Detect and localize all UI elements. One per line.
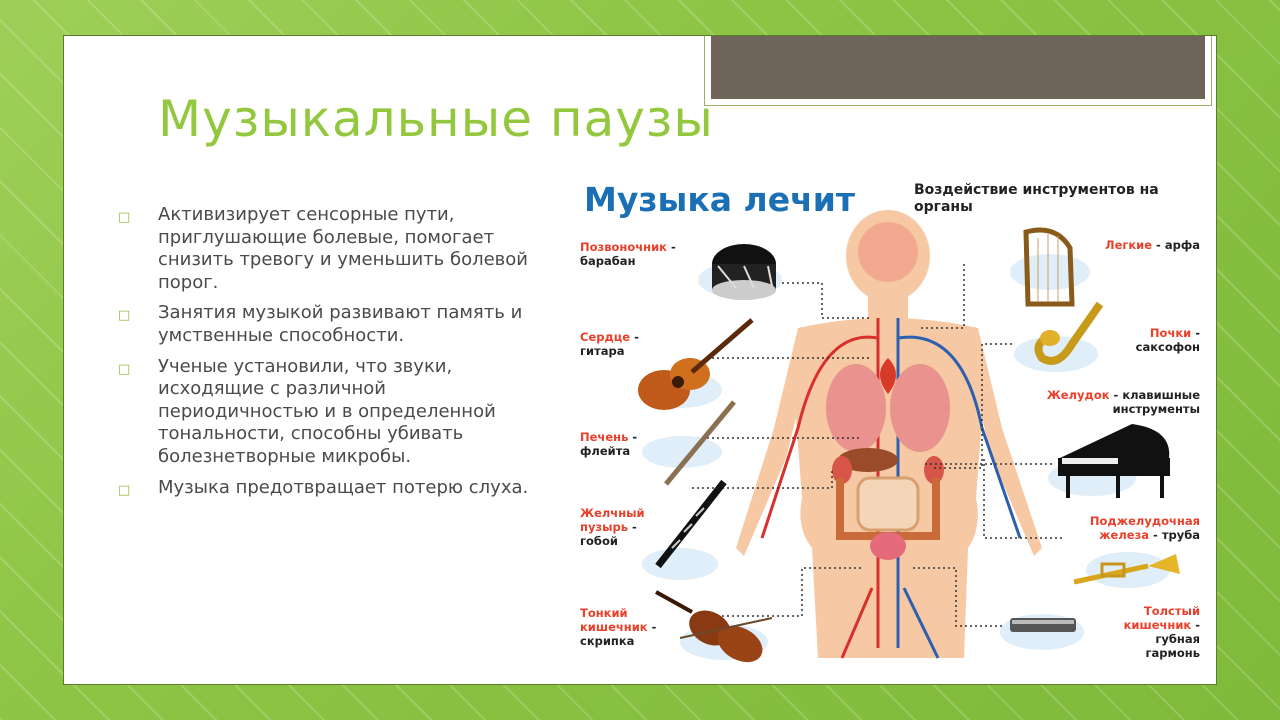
label-large-intestine <box>1102 604 1200 660</box>
body-silhouette-icon <box>736 210 1042 658</box>
organ-name: Желудок <box>1046 388 1110 402</box>
slide-title: Музыкальные паузы <box>158 90 714 148</box>
bullet-text: Активизирует сенсорные пути, приглушающие болевые, помогает снизить тревогу и уменьшить болевой порог. <box>158 204 528 293</box>
bullet-list <box>118 204 538 507</box>
label-heart <box>580 330 639 358</box>
bullet-marker-icon: □ <box>118 210 131 225</box>
harmonica-icon <box>1010 618 1076 632</box>
title-bar-tab <box>704 36 1212 106</box>
bullet-item <box>118 477 538 500</box>
separator: - <box>628 520 637 534</box>
separator: - <box>630 330 639 344</box>
separator: - <box>1191 618 1200 632</box>
bullet-marker-icon: □ <box>118 482 131 498</box>
separator: - <box>1109 388 1123 402</box>
separator: - <box>647 620 657 634</box>
label-spine <box>580 240 676 268</box>
bullet-marker-icon: □ <box>118 361 131 377</box>
organ-name: Желчный пузырь <box>580 506 645 534</box>
label-gallbladder <box>580 506 660 548</box>
label-small-intestine <box>580 606 660 648</box>
instrument-name: скрипка <box>580 634 635 648</box>
instrument-name: клавишные инструменты <box>1112 388 1200 416</box>
infographic-subheading: Воздействие инструментов на органы <box>914 182 1159 215</box>
separator: - <box>628 430 638 444</box>
instrument-name: флейта <box>580 444 631 458</box>
organ-name: Толстый кишечник <box>1123 604 1200 632</box>
label-stomach <box>1034 388 1200 416</box>
organ-name: Почки <box>1149 326 1192 340</box>
instrument-name: саксофон <box>1135 340 1200 354</box>
instrument-name: губная гармонь <box>1145 632 1200 660</box>
drum-icon <box>712 244 776 300</box>
instrument-name: труба <box>1161 528 1200 542</box>
organ-name: Позвоночник <box>580 240 667 254</box>
label-liver <box>580 430 637 458</box>
label-pancreas <box>1052 514 1200 542</box>
bullet-item <box>118 204 538 294</box>
label-kidneys <box>1100 326 1200 354</box>
organ-name: Тонкий кишечник <box>580 606 648 634</box>
bullet-text: Занятия музыкой развивают память и умственные способности. <box>158 302 523 346</box>
separator: - <box>1191 326 1200 340</box>
separator: - <box>1152 238 1165 252</box>
title-bar <box>711 36 1205 99</box>
separator: - <box>1149 528 1162 542</box>
bullet-item <box>118 302 538 347</box>
infographic-heading: Музыка лечит <box>584 180 855 219</box>
organ-name: Легкие <box>1105 238 1153 252</box>
separator: - <box>666 240 676 254</box>
organ-name: Поджелудочная железа <box>1089 514 1200 542</box>
organ-name: Сердце <box>580 330 631 344</box>
instrument-name: арфа <box>1164 238 1200 252</box>
bullet-item <box>118 356 538 469</box>
bullet-marker-icon: □ <box>118 308 131 324</box>
instrument-name: барабан <box>580 254 636 268</box>
organ-name: Печень <box>580 430 629 444</box>
bullet-text: Ученые установили, что звуки, исходящие с различной периодичностью и в определенной тональности, способны убивать болезнетворные микробы. <box>158 355 496 467</box>
instrument-name: гобой <box>580 534 618 548</box>
infographic <box>572 168 1212 668</box>
instrument-name: гитара <box>580 344 625 358</box>
label-lungs <box>1072 238 1200 252</box>
bullet-text: Музыка предотвращает потерю слуха. <box>158 476 529 498</box>
